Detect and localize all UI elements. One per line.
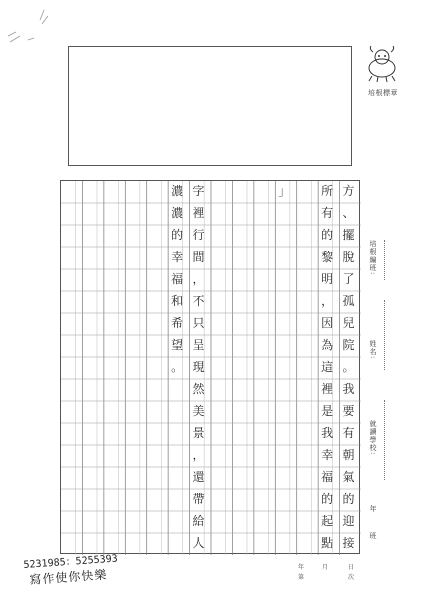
- handwritten-char: 然: [192, 382, 205, 396]
- handwritten-char: 呈: [192, 338, 205, 352]
- handwritten-char: 黎: [321, 250, 334, 264]
- year-label: 年: [369, 505, 377, 513]
- handwritten-char: 有: [321, 206, 334, 220]
- handwritten-char: 點: [321, 536, 334, 550]
- name-line: [384, 300, 385, 370]
- handwritten-char: 行: [192, 228, 205, 242]
- handwritten-char: 濃: [171, 184, 184, 198]
- handwritten-char: 。: [171, 360, 184, 374]
- handwritten-char: 方: [342, 184, 355, 198]
- handwritten-char: 擺: [342, 228, 355, 242]
- handwritten-char: 的: [321, 228, 334, 242]
- handwritten-char: 希: [171, 316, 184, 330]
- handwritten-char: 幸: [321, 448, 334, 462]
- handwritten-char: 的: [342, 492, 355, 506]
- handwritten-char: 景: [192, 426, 205, 440]
- handwritten-char: 脫: [342, 250, 355, 264]
- handwritten-char: 為: [321, 338, 334, 352]
- handwritten-char: 裡: [321, 382, 334, 396]
- school-line: [384, 400, 385, 480]
- pencil-scribble: [4, 6, 54, 46]
- handwritten-char: 不: [192, 294, 205, 308]
- handwritten-char: 幸: [171, 250, 184, 264]
- footer-numbers: 5231985：5255393: [23, 553, 119, 571]
- handwritten-char: 我: [342, 382, 355, 396]
- handwritten-char: 」: [278, 184, 291, 198]
- writing-grid: [60, 180, 360, 554]
- handwritten-char: 福: [321, 470, 334, 484]
- teacher-comment-box: [68, 46, 352, 166]
- handwritten-char: 接: [342, 536, 355, 550]
- handwritten-char: 的: [171, 228, 184, 242]
- handwritten-char: 間: [192, 250, 205, 264]
- handwritten-char: 字: [192, 184, 205, 198]
- handwritten-char: 福: [171, 272, 184, 286]
- grid-lines: [61, 181, 361, 555]
- handwritten-char: 朝: [342, 448, 355, 462]
- date-month-label: 月: [322, 564, 329, 571]
- handwritten-char: 望: [171, 338, 184, 352]
- name-label: 姓名:: [369, 340, 377, 360]
- handwritten-char: 我: [321, 426, 334, 440]
- handwritten-char: 因: [321, 316, 334, 330]
- handwritten-char: 院: [342, 338, 355, 352]
- handwritten-char: 和: [171, 294, 184, 308]
- handwritten-char: ，: [192, 448, 205, 462]
- handwritten-char: 有: [342, 426, 355, 440]
- handwritten-char: 所: [321, 184, 334, 198]
- school-label: 就讀學校:: [369, 420, 377, 456]
- handwritten-char: 美: [192, 404, 205, 418]
- handwritten-char: ，: [192, 272, 205, 286]
- class-line: [384, 240, 385, 280]
- handwritten-char: 起: [321, 514, 334, 528]
- handwritten-char: ，: [321, 294, 334, 308]
- date-year-label: 年: [298, 564, 305, 571]
- handwritten-char: 。: [342, 360, 355, 374]
- handwritten-char: 了: [342, 272, 355, 286]
- class-label: 培根編班:: [369, 240, 377, 276]
- handwritten-char: 兒: [342, 316, 355, 330]
- class-suffix: 班: [369, 532, 377, 540]
- handwritten-char: 裡: [192, 206, 205, 220]
- handwritten-char: 給: [192, 514, 205, 528]
- handwritten-char: 只: [192, 316, 205, 330]
- date-suffix-label: 次: [348, 574, 355, 581]
- handwritten-char: 人: [192, 536, 205, 550]
- footer-slogan: 寫作使你快樂: [28, 567, 108, 588]
- handwritten-char: 、: [342, 206, 355, 220]
- handwritten-char: 孤: [342, 294, 355, 308]
- handwritten-char: 現: [192, 360, 205, 374]
- date-prefix-label: 第: [298, 574, 305, 581]
- handwritten-char: 帶: [192, 492, 205, 506]
- handwritten-char: 明: [321, 272, 334, 286]
- handwritten-char: 濃: [171, 206, 184, 220]
- handwritten-char: 還: [192, 470, 205, 484]
- sheep-mascot-icon: [362, 44, 402, 84]
- date-day-label: 日: [348, 564, 355, 571]
- handwritten-char: 是: [321, 404, 334, 418]
- handwritten-char: 氣: [342, 470, 355, 484]
- stamp-caption: 培根標章: [368, 89, 398, 97]
- handwritten-char: 要: [342, 404, 355, 418]
- handwritten-char: 的: [321, 492, 334, 506]
- handwritten-char: 迎: [342, 514, 355, 528]
- handwritten-char: 這: [321, 360, 334, 374]
